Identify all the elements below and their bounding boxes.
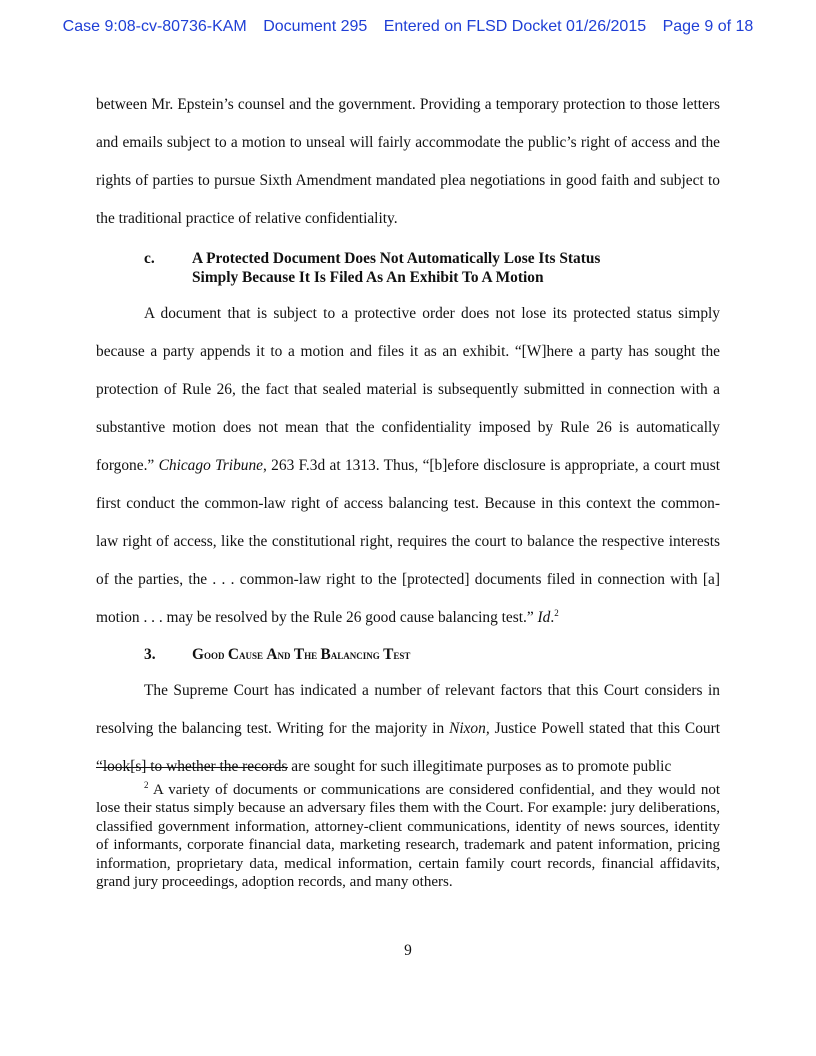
heading-line-1: A Protected Document Does Not Automatically Lose Its Status	[192, 250, 601, 267]
footnote-text: A variety of documents or communications are considered confidential, and they would not lose their status simply because an adversary files them with the Court. For example: jury deliberations, classified government information, attorney-client communications, identity of news sources, identity of informants, corporate financial data, marketing research, trademark and patent information, pricing information, proprietary data, medical information, certain family court records, financial affidavits, grand jury proceedings, adoption records, and many others.	[96, 782, 720, 891]
document-number: Document 295	[263, 18, 368, 35]
paragraph-2	[96, 295, 720, 637]
section-heading-c	[144, 249, 704, 287]
page-number: 9	[404, 942, 412, 959]
id-citation: Id	[537, 609, 551, 626]
cap-c: C	[227, 646, 239, 663]
cap-t: T	[293, 646, 305, 663]
docket-entry: Entered on FLSD Docket 01/26/2015	[383, 18, 647, 35]
word-he: he	[304, 647, 318, 662]
paragraph-1: between Mr. Epstein’s counsel and the government. Providing a temporary protection to those letters and emails subject to a motion to unseal will fairly accommodate the public’s right of access and the rights of parties to pursue Sixth Amendment mandated plea negotiations in good faith and subject to the traditional practice of relative confidentiality.	[96, 96, 720, 227]
word-ause: ause	[238, 647, 263, 662]
word-alancing: alancing	[330, 647, 380, 662]
word-nd: nd	[277, 647, 291, 662]
paragraph-3-text-b: Justice Powell stated that this Court “look[s] to whether the records are sought for such illegitimate purposes as to promote public	[96, 720, 720, 775]
docket-header	[0, 18, 816, 36]
section-label-3: 3.	[144, 646, 156, 663]
cap-a: A	[266, 646, 278, 663]
footnote-reference: 2	[554, 607, 559, 618]
footnote-number: 2	[144, 780, 149, 790]
nixon-citation: Nixon,	[449, 720, 490, 737]
paragraph-protected-document	[96, 295, 720, 637]
case-citation: Chicago Tribune	[158, 457, 263, 474]
paragraph-2-text-b: , 263 F.3d at 1313. Thus, “[b]efore disclosure is appropriate, a court must first conduct the common-law right of access balancing test. Because in this context the common-law right of access, like the constitutional right, requires the court to balance the respective interests of the parties, the . . . common-law right to the [protected] documents filed in connection with [a] motion . . . may be resolved by the Rule 26 good cause balancing test.”	[96, 457, 720, 626]
section-label: c.	[144, 250, 155, 267]
footnote-divider	[96, 767, 288, 768]
cap-t2: T	[383, 646, 394, 663]
paragraph-supreme-court	[96, 672, 720, 786]
paragraph-continued	[96, 86, 720, 238]
paragraph-2-text-a: A document that is subject to a protective order does not lose its protected status simply because a party appends it to a motion and files it as an exhibit. “[W]here a party has sought the protection of Rule 26, the fact that sealed material is subsequently submitted in connection with a substantive motion does not mean that the confidentiality imposed by Rule 26 is automatically forgone.”	[96, 305, 720, 474]
paragraph-3	[96, 672, 720, 786]
heading-3-title	[192, 647, 410, 662]
heading-line-2: Simply Because It Is Filed As An Exhibit To A Motion	[192, 269, 544, 286]
word-est: est	[393, 647, 411, 662]
cap-g: G	[192, 646, 204, 663]
word-ood: ood	[203, 647, 225, 662]
cap-b: B	[320, 646, 331, 663]
case-number: Case 9:08-cv-80736-KAM	[62, 18, 247, 35]
footnote-2	[96, 781, 720, 891]
section-heading-3	[144, 646, 410, 664]
paragraph-2-text-c: .	[550, 609, 555, 626]
page-indicator: Page 9 of 18	[662, 18, 754, 35]
paragraph-3-text-a: The Supreme Court has indicated a number of relevant factors that this Court considers in resolving the balancing test. Writing for the majority in	[96, 682, 720, 737]
